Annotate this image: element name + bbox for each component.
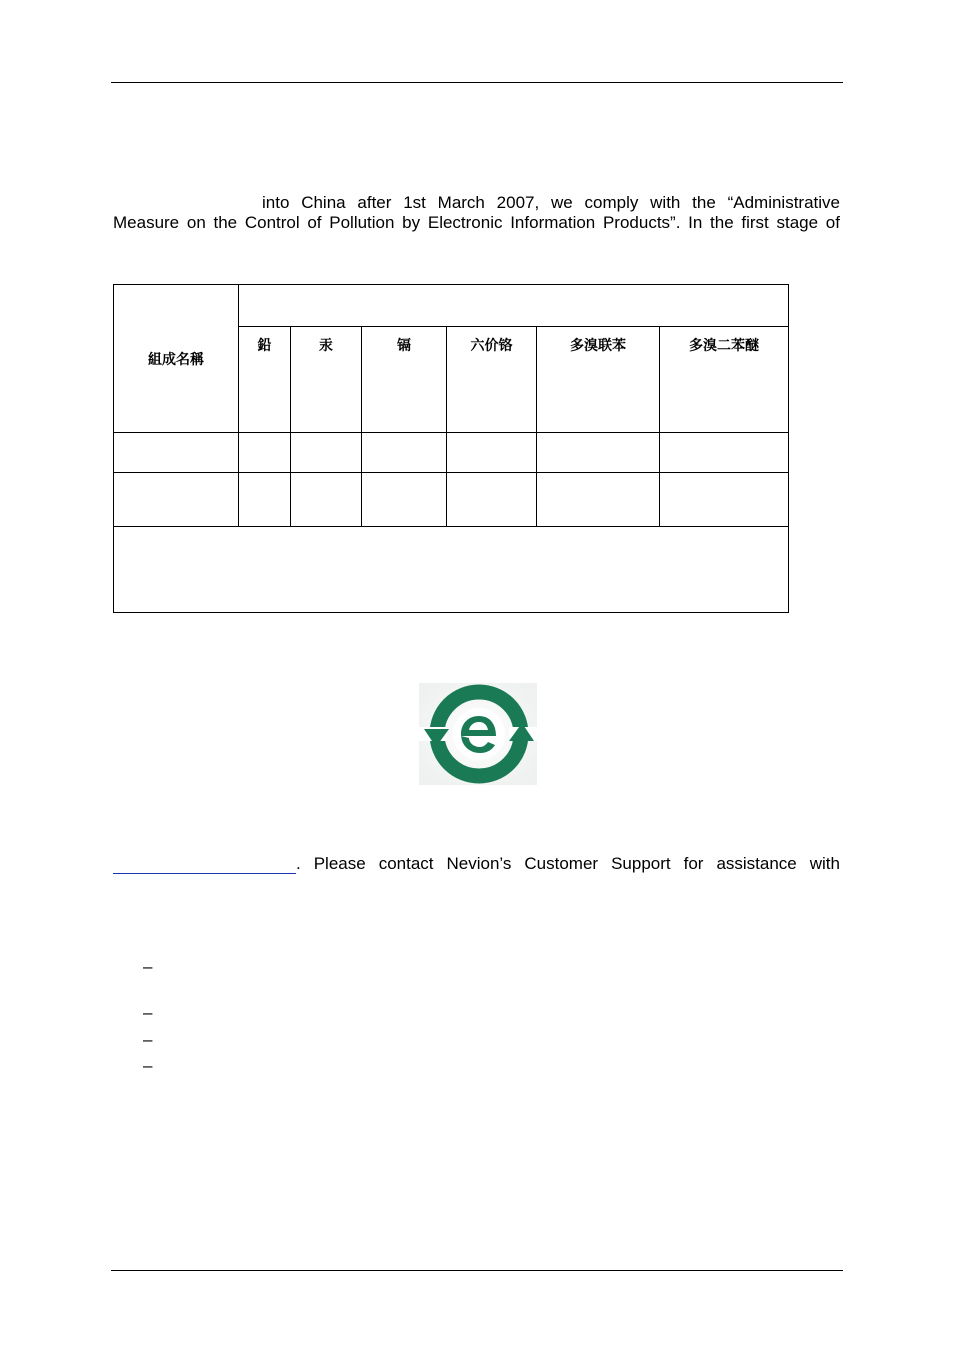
substance-group-header <box>239 285 789 327</box>
component-name-header: 組成名稱 <box>114 285 239 433</box>
substance-header-pbb: 多溴联苯 <box>537 327 660 433</box>
footer-rule <box>111 1270 843 1271</box>
list-bullet: – <box>143 957 153 976</box>
substance-header-mercury: 汞 <box>291 327 362 433</box>
table-row <box>114 433 789 473</box>
substance-header-cadmium: 镉 <box>362 327 447 433</box>
hazardous-substances-table <box>113 284 789 613</box>
table-note-row <box>114 527 789 613</box>
paragraph-line: . Please contact Nevion’s Customer Support for assistance with <box>113 854 840 874</box>
substance-header-hexavalent-chromium: 六价铬 <box>447 327 537 433</box>
list-bullet: – <box>143 1030 153 1049</box>
paragraph-line: Measure on the Control of Pollution by Electronic Information Products”. In the first stage of <box>113 213 840 232</box>
paragraph-line: into China after 1st March 2007, we comply with the “Administrative <box>262 193 840 212</box>
china-rohs-paragraph <box>113 193 840 233</box>
substance-header-lead: 鉛 <box>239 327 291 433</box>
epup-recycle-e-icon <box>419 683 537 785</box>
header-rule <box>111 82 843 83</box>
substance-header-pbde: 多溴二苯醚 <box>660 327 789 433</box>
table-row <box>114 473 789 527</box>
support-link[interactable] <box>113 854 296 874</box>
list-bullet: – <box>143 1003 153 1022</box>
contact-paragraph <box>113 854 840 874</box>
list-bullet: – <box>143 1056 153 1075</box>
